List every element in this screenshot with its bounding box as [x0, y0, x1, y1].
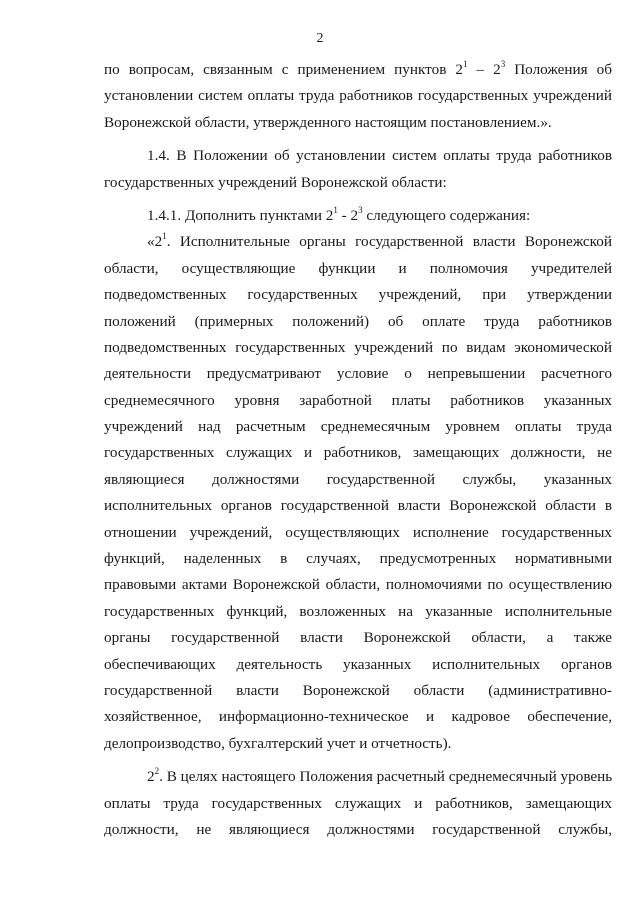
text-run: делопроизводство, бухгалтерский учет и отчетность).: [104, 734, 452, 752]
text-run: органы государственной власти Воронежской области, а также: [104, 629, 612, 647]
superscript: 2: [154, 766, 160, 777]
text-line: [104, 764, 612, 790]
text-run: деятельности предусматривают условие о непревышении расчетного: [104, 365, 612, 383]
text-line: [104, 414, 612, 440]
text-run: отношении учреждений, осуществляющих исполнение государственных: [104, 523, 612, 541]
text-line: [104, 57, 612, 83]
text-run: учреждений над расчетным среднемесячным уровнем оплаты труда: [104, 418, 612, 436]
text-line: [104, 83, 612, 109]
text-run: «2: [147, 233, 163, 251]
text-run: Положения об: [505, 61, 612, 78]
text-run: оплаты труда государственных служащих и работников, замещающих: [104, 794, 612, 812]
text-run: положений (примерных положений) об оплате труда работников: [104, 312, 612, 330]
text-line: [104, 229, 612, 255]
text-line: [104, 361, 612, 387]
page-number: 2: [316, 31, 324, 46]
text-line: [104, 440, 612, 466]
text-line: [104, 625, 612, 651]
text-run: . Исполнительные органы государственной власти Воронежской: [166, 233, 612, 251]
text-run: среднемесячного уровня заработной платы работников указанных: [104, 391, 612, 409]
superscript: 1: [462, 58, 468, 69]
text-run: хозяйственное, информационно-техническое и кадровое обеспечение,: [104, 708, 612, 726]
document-body: [104, 57, 612, 843]
text-run: 2: [147, 768, 155, 786]
text-run: области, осуществляющие функции и полномочия учредителей: [104, 259, 612, 277]
text-line: [104, 203, 612, 229]
text-line: [104, 110, 612, 136]
text-run: 1.4.1. Дополнить пунктами 2: [147, 206, 334, 224]
text-line: [104, 599, 612, 625]
text-line: [104, 678, 612, 704]
text-line: [104, 388, 612, 414]
text-run: должности, не являющиеся должностями государственной службы,: [104, 820, 612, 838]
text-line: [104, 731, 612, 757]
text-line: [104, 520, 612, 546]
text-run: обеспечивающих деятельность указанных исполнительных органов: [104, 655, 612, 673]
text-line: [104, 572, 612, 598]
text-run: – 2: [467, 61, 501, 78]
text-run: подведомственных государственных учреждений по видам экономической: [104, 338, 612, 356]
text-line: [104, 652, 612, 678]
text-run: установлении систем оплаты труда работников государственных учреждений: [104, 87, 612, 105]
text-run: правовыми актами Воронежской области, полномочиями по осуществлению: [104, 576, 612, 594]
text-run: государственных служащих и работников, замещающих должности, не: [104, 444, 612, 462]
text-run: являющиеся должностями государственной службы, указанных: [104, 470, 612, 488]
text-line: [104, 817, 612, 843]
superscript: 3: [500, 58, 506, 69]
text-run: государственных учреждений Воронежской области:: [104, 173, 447, 191]
text-run: 1.4. В Положении об установлении систем оплаты труда работников: [147, 147, 612, 165]
text-run: по вопросам, связанным с применением пунктов 2: [104, 61, 463, 78]
text-run: исполнительных органов государственной власти Воронежской области в: [104, 497, 612, 515]
text-run: . В целях настоящего Положения расчетный среднемесячный уровень: [159, 768, 613, 786]
text-run: Воронежской области, утвержденного настоящим постановлением.».: [104, 113, 552, 131]
superscript: 1: [333, 204, 338, 215]
text-run: государственной власти Воронежской области (административно-: [104, 681, 612, 699]
superscript: 1: [162, 231, 167, 242]
text-line: [104, 282, 612, 308]
text-run: - 2: [337, 206, 359, 224]
text-run: подведомственных государственных учреждений, при утверждении: [104, 286, 612, 304]
text-line: [104, 256, 612, 282]
text-run: государственных функций, возложенных на указанные исполнительные: [104, 602, 612, 620]
text-line: [104, 546, 612, 572]
text-line: [104, 143, 612, 169]
text-line: [104, 704, 612, 730]
text-line: [104, 335, 612, 361]
text-line: [104, 467, 612, 493]
text-line: [104, 791, 612, 817]
superscript: 3: [358, 204, 363, 215]
text-run: следующего содержания:: [362, 206, 531, 224]
text-line: [104, 170, 612, 196]
text-line: [104, 309, 612, 335]
text-run: функций, наделенных в случаях, предусмотренных нормативными: [104, 550, 612, 568]
text-line: [104, 493, 612, 519]
